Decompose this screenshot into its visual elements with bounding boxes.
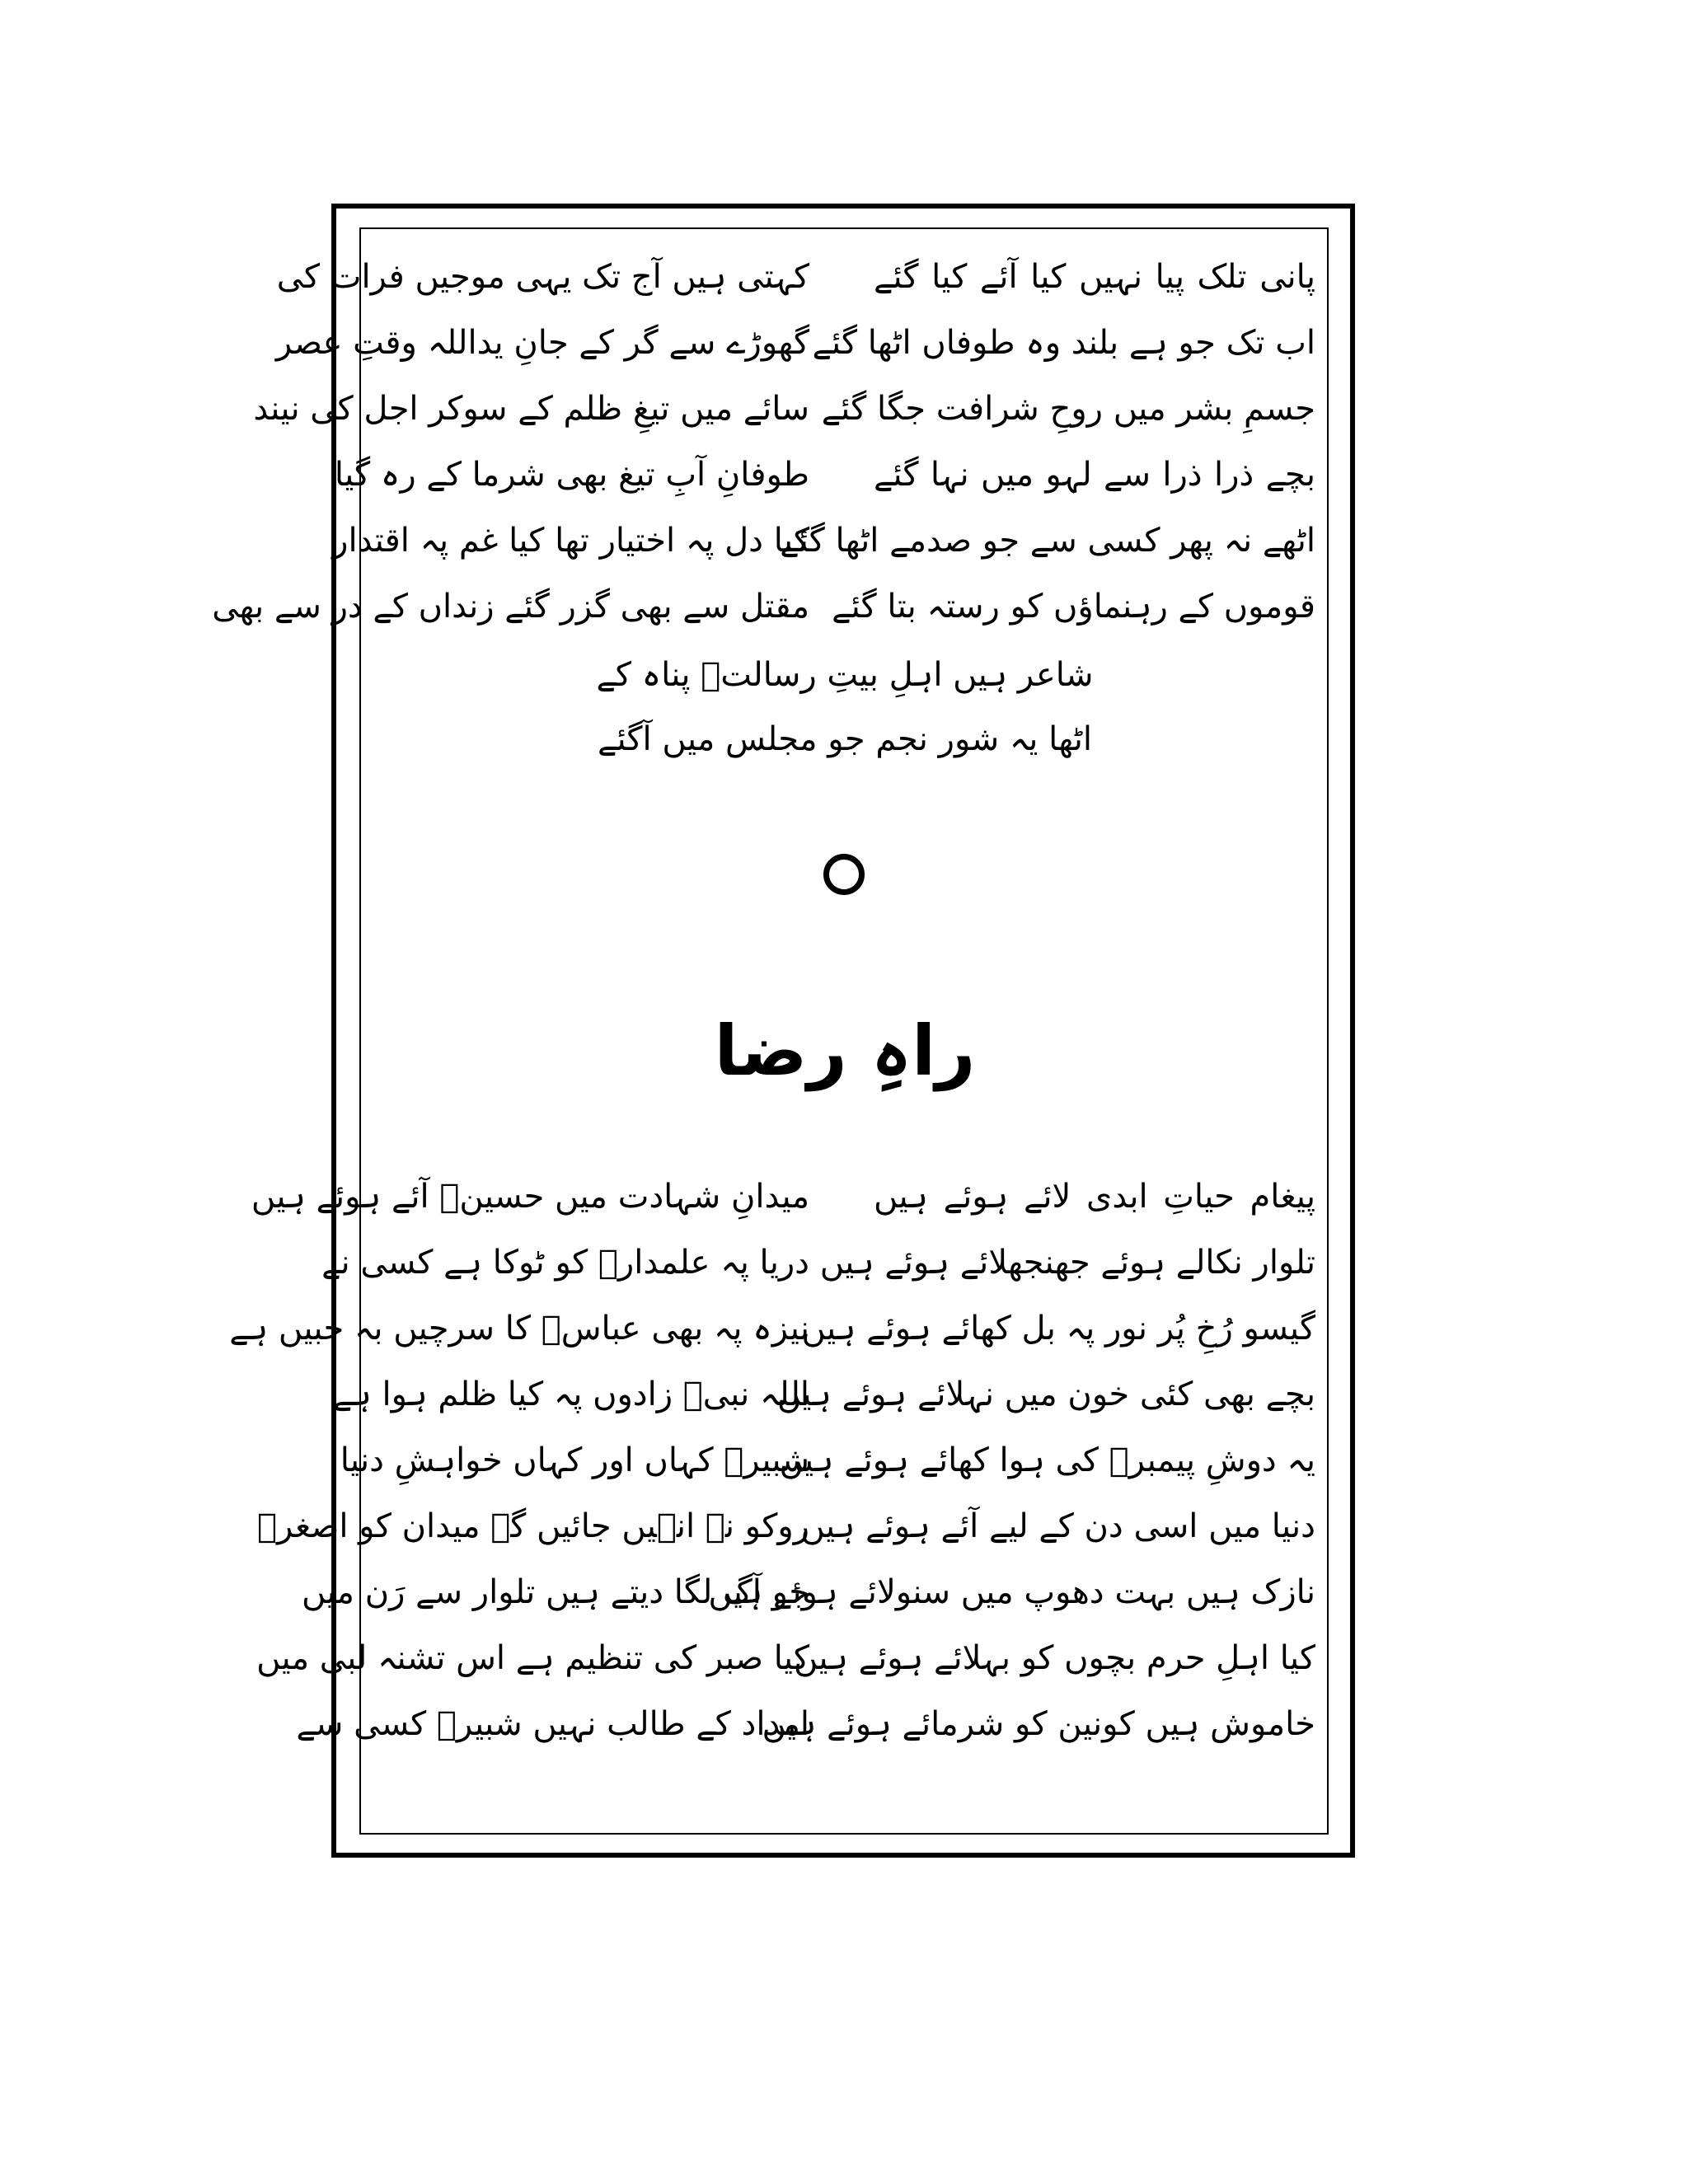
- couplet: [334, 442, 1315, 508]
- misra-second: یہ دوشِ پیمبرؐ کی ہوا کھائے ہوئے ہیں: [779, 1441, 1315, 1479]
- makta-line-1: شاعر ہیں اہلِ بیتِ رسالتؐ پناہ کے: [596, 656, 1094, 694]
- poem-title: راہِ رضا: [714, 1010, 976, 1091]
- misra-first: کیا صبر کی تنظیم ہے اس تشنہ لبی میں: [256, 1639, 809, 1677]
- couplet: [332, 508, 1315, 574]
- misra-second: دنیا میں اسی دن کے لیے آئے ہوئے ہیں: [800, 1507, 1315, 1545]
- circle-separator-icon: [823, 854, 865, 895]
- couplet: [332, 1361, 1315, 1427]
- misra-first: میدانِ شہادت میں حسینؑ آئے ہوئے ہیں: [251, 1178, 809, 1216]
- misra-second: اٹھے نہ پھر کسی سے جو صدمے اٹھا گئے: [780, 522, 1315, 560]
- couplet: [256, 1625, 1315, 1691]
- couplet: [296, 1691, 1315, 1757]
- couplet: [340, 1427, 1315, 1493]
- couplet: [212, 574, 1315, 640]
- couplet: [229, 1296, 1315, 1361]
- couplet: [251, 1164, 1315, 1230]
- couplet: [276, 244, 1315, 310]
- couplet: [253, 376, 1315, 442]
- misra-first: سائے میں تیغِ ظلم کے سوکر اجل کی نیند: [253, 390, 809, 428]
- couplet: [275, 310, 1315, 376]
- misra-second: پیغام حیاتِ ابدی لائے ہوئے ہیں: [874, 1178, 1315, 1216]
- misra-second: تلوار نکالے ہوئے جھنجھلائے ہوئے ہیں: [819, 1244, 1315, 1282]
- misra-second: خاموش ہیں کونین کو شرمائے ہوئے ہیں: [762, 1705, 1315, 1743]
- misra-second: بچے بھی کئی خون میں نہلائے ہوئے ہیں: [776, 1376, 1315, 1413]
- misra-second: نازک ہیں بہت دھوپ میں سنولائے ہوئے ہیں: [708, 1573, 1315, 1611]
- misra-first: طوفانِ آبِ تیغ بھی شرما کے رہ گیا: [334, 456, 809, 494]
- poem-2-stanza: [229, 1164, 1315, 1757]
- misra-second: کیا اہلِ حرم بچوں کو بہلائے ہوئے ہیں: [793, 1639, 1315, 1677]
- misra-second: قوموں کے رہنماؤں کو رستہ بتا گئے: [832, 588, 1315, 626]
- misra-second: بچے ذرا ذرا سے لہو میں نہا گئے: [874, 456, 1315, 494]
- misra-first: گھوڑے سے گر کے جانِ یداللہ وقتِ عصر: [275, 324, 809, 362]
- couplet: [321, 1230, 1315, 1296]
- misra-second: جسمِ بشر میں روحِ شرافت جگا گئے: [821, 390, 1315, 428]
- misra-first: دریا پہ علمدارؑ کو ٹوکا ہے کسی نے: [321, 1244, 809, 1282]
- misra-first: جو آگ لگا دیتے ہیں تلوار سے رَن میں: [302, 1573, 809, 1611]
- couplet: [302, 1559, 1315, 1625]
- misra-second: اب تک جو ہے بلند وہ طوفاں اٹھا گئے: [812, 324, 1315, 362]
- misra-first: اللہ نبیؐ زادوں پہ کیا ظلم ہوا ہے: [332, 1376, 809, 1413]
- makta-line-2: اٹھا یہ شور نجم جو مجلس میں آگئے: [598, 720, 1092, 758]
- couplet: [257, 1493, 1315, 1559]
- misra-first: شبیرؑ کہاں اور کہاں خواہشِ دنیا: [340, 1441, 809, 1479]
- misra-first: نیزہ پہ بھی عباسؑ کا سرچیں بہ جبیں ہے: [229, 1310, 809, 1347]
- poem-1-stanza: [212, 244, 1315, 640]
- misra-second: گیسو رُخِ پُر نور پہ بل کھائے ہوئے ہیں: [801, 1310, 1315, 1347]
- misra-first: کہتی ہیں آج تک یہی موجیں فرات کی: [276, 258, 809, 296]
- misra-second: پانی تلک پیا نہیں کیا آئے کیا گئے: [874, 258, 1315, 296]
- misra-first: امداد کے طالب نہیں شبیرؑ کسی سے: [296, 1705, 809, 1743]
- misra-first: کیا دل پہ اختیار تھا کیا غم پہ اقتدار: [332, 522, 809, 560]
- misra-first: روکو نہ انہیں جائیں گے میدان کو اصغرؑ: [257, 1507, 809, 1545]
- misra-first: مقتل سے بھی گزر گئے زنداں کے در سے بھی: [212, 588, 809, 626]
